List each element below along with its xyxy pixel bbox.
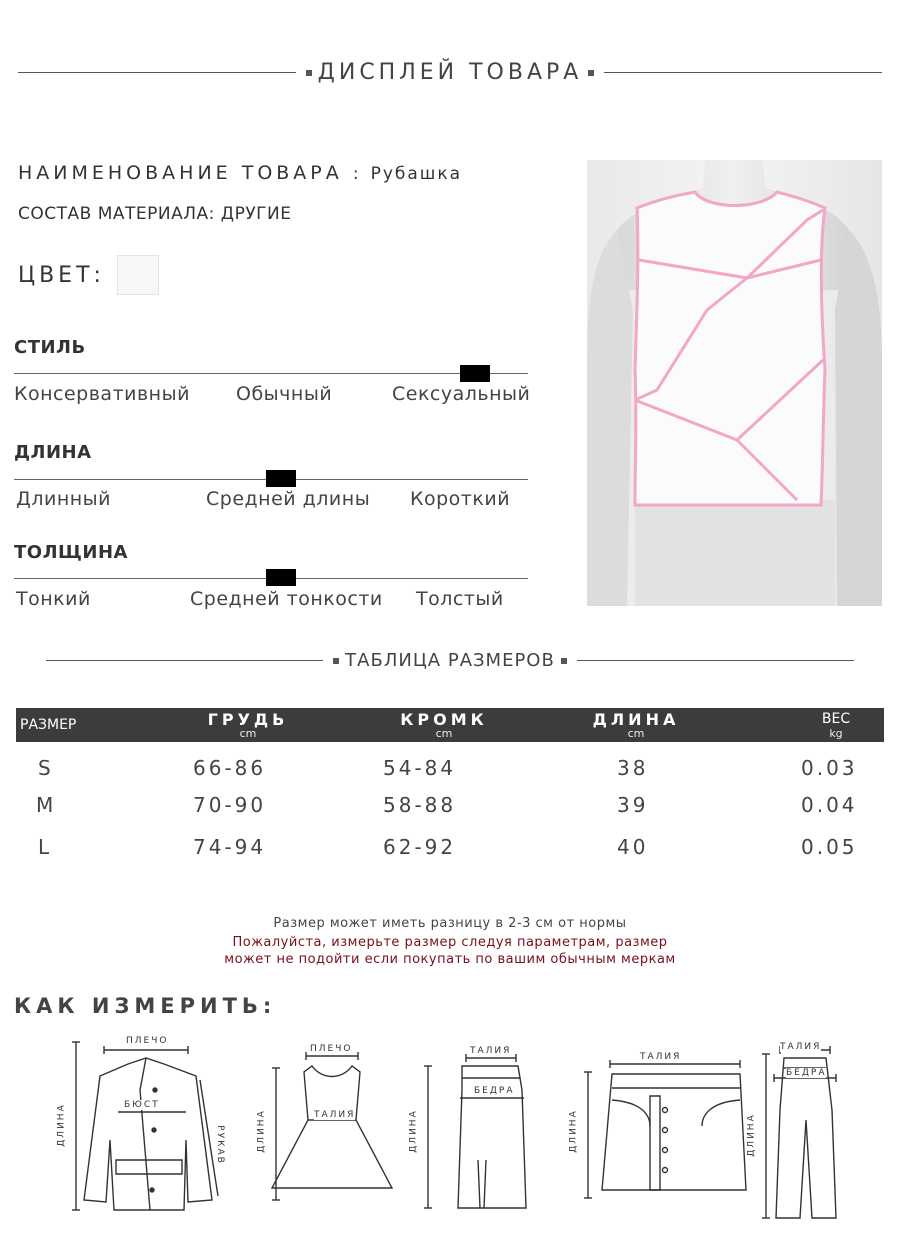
jacket-bust-label: БЮСТ: [124, 1100, 160, 1110]
measurement-illustrations: [0, 1030, 900, 1230]
jacket-sleeve-label: РУКАВ: [214, 1125, 225, 1165]
length-scale-title: ДЛИНА: [14, 442, 92, 463]
measurement-diagrams: [0, 1030, 900, 1230]
skirt-waist-label: ТАЛИЯ: [470, 1046, 512, 1056]
pants-waist-label: ТАЛИЯ: [780, 1042, 822, 1052]
square-bullet-icon: [561, 658, 567, 664]
style-option-conservative: Консервативный: [14, 383, 190, 405]
skirt-diagram: [424, 1054, 526, 1208]
length-option-short: Короткий: [410, 488, 511, 510]
how-to-measure-title: КАК ИЗМЕРИТЬ:: [14, 994, 277, 1018]
shorts-waist-label: ТАЛИЯ: [640, 1052, 682, 1062]
measure-warning-line-1: Пожалуйста, измерьте размер следуя параметрам, размер: [232, 935, 668, 950]
material-label: СОСТАВ МАТЕРИАЛА:: [18, 204, 215, 224]
dress-shoulder-label: ПЛЕЧО: [310, 1044, 353, 1054]
bust-cell: 74-94: [193, 835, 267, 859]
length-scale: [14, 442, 528, 510]
product-photo: [587, 160, 882, 606]
material-value: ДРУГИЕ: [220, 204, 292, 224]
square-bullet-icon: [588, 70, 594, 76]
size-table-header: [16, 708, 884, 742]
mannequin-top-illustration: [587, 160, 882, 606]
header-rule-left: [46, 660, 323, 661]
length-cell: 39: [617, 793, 649, 817]
size-note: Размер может иметь разницу в 2-3 см от нормы: [273, 916, 627, 931]
col-size: РАЗМЕР: [20, 716, 77, 733]
size-section-header: [0, 650, 900, 671]
length-scale-marker: [266, 470, 296, 487]
pants-hips-label: БЕДРА: [786, 1068, 827, 1078]
square-bullet-icon: [333, 658, 339, 664]
weight-cell: 0.05: [801, 835, 858, 859]
display-header-title: ДИСПЛЕЙ ТОВАРА: [317, 60, 583, 85]
measure-warning-line-2: может не подойти если покупать по вашим обычным меркам: [224, 952, 676, 967]
thickness-scale: [14, 542, 528, 610]
jacket-length-label: ДЛИНА: [56, 1103, 67, 1147]
material-row: [18, 204, 292, 224]
weight-cell: 0.03: [801, 756, 858, 780]
header-rule-left: [18, 72, 296, 73]
length-cell: 38: [617, 756, 649, 780]
style-option-regular: Обычный: [236, 383, 333, 405]
pants-length-label: ДЛИНА: [746, 1113, 757, 1157]
col-bust: ГРУДЬ cm: [207, 709, 289, 740]
bust-cell: 70-90: [193, 793, 267, 817]
color-label: ЦВЕТ:: [18, 262, 105, 288]
weight-cell: 0.04: [801, 793, 858, 817]
style-option-sexy: Сексуальный: [392, 383, 531, 405]
skirt-hips-label: БЕДРА: [474, 1086, 515, 1096]
jacket-shoulder-label: ПЛЕЧО: [126, 1036, 169, 1046]
col-weight: ВЕС kg: [821, 710, 851, 740]
hem-cell: 54-84: [383, 756, 457, 780]
table-row: [16, 756, 884, 793]
size-cell: L: [38, 835, 53, 859]
style-scale-title: СТИЛЬ: [14, 337, 86, 358]
size-cell: M: [36, 793, 57, 817]
size-table: [16, 708, 884, 875]
jacket-diagram: [72, 1042, 218, 1210]
length-option-long: Длинный: [16, 488, 112, 510]
bust-cell: 66-86: [193, 756, 267, 780]
thickness-scale-title: ТОЛЩИНА: [14, 542, 128, 563]
square-bullet-icon: [306, 70, 312, 76]
col-length: ДЛИНА cm: [592, 709, 680, 740]
thickness-scale-marker: [266, 569, 296, 586]
style-scale-track: [14, 373, 528, 374]
header-rule-right: [604, 72, 882, 73]
product-name-label: НАИМЕНОВАНИЕ ТОВАРА: [18, 162, 343, 184]
size-header-title: ТАБЛИЦА РАЗМЕРОВ: [345, 650, 555, 671]
dress-length-label: ДЛИНА: [256, 1109, 267, 1153]
skirt-length-label: ДЛИНА: [408, 1109, 419, 1153]
product-name-row: [18, 162, 462, 184]
size-cell: S: [38, 756, 54, 780]
hem-cell: 62-92: [383, 835, 457, 859]
hem-cell: 58-88: [383, 793, 457, 817]
length-cell: 40: [617, 835, 649, 859]
style-scale-marker: [460, 365, 490, 382]
dress-waist-label: ТАЛИЯ: [314, 1110, 356, 1120]
color-row: [18, 255, 159, 295]
product-name-value: Рубашка: [370, 164, 463, 184]
table-row: [16, 793, 884, 835]
length-option-medium: Средней длины: [206, 488, 371, 510]
product-name-separator: :: [352, 164, 361, 184]
table-row: [16, 835, 884, 875]
display-section-header: [0, 60, 900, 85]
header-rule-right: [577, 660, 854, 661]
shorts-diagram: [584, 1060, 746, 1198]
dress-diagram: [272, 1052, 392, 1200]
thickness-option-thin: Тонкий: [16, 588, 91, 610]
shorts-length-label: ДЛИНА: [568, 1109, 579, 1153]
thickness-option-thick: Толстый: [416, 588, 504, 610]
thickness-option-medium: Средней тонкости: [190, 588, 383, 610]
color-swatch[interactable]: [117, 255, 159, 295]
style-scale: [14, 337, 531, 405]
col-hem: КРОМК cm: [400, 709, 488, 740]
